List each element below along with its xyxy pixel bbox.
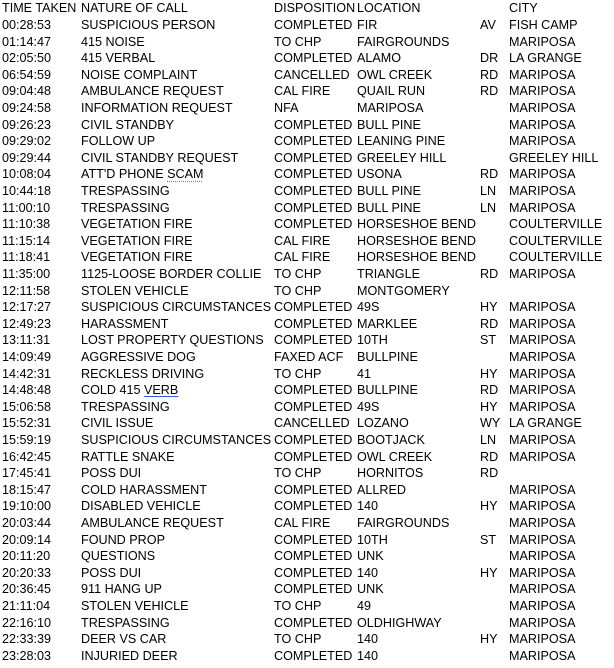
call-disposition: COMPLETED <box>274 200 353 215</box>
table-row <box>0 332 614 349</box>
table-row <box>0 166 614 183</box>
call-time: 19:10:00 <box>2 499 52 514</box>
call-time: 20:20:33 <box>2 565 52 580</box>
header-nature-of-call: NATURE OF CALL <box>81 1 188 15</box>
call-disposition: COMPLETED <box>274 134 353 149</box>
call-street-suffix: RD <box>480 449 499 464</box>
call-city: COULTERVILLE <box>509 250 603 265</box>
call-time: 23:28:03 <box>2 648 52 663</box>
call-disposition: CAL FIRE <box>274 233 331 248</box>
call-street-suffix: LN <box>480 200 497 215</box>
call-city: COULTERVILLE <box>509 233 603 248</box>
call-disposition: COMPLETED <box>274 117 353 132</box>
call-nature: DISABLED VEHICLE <box>81 499 201 514</box>
call-disposition: COMPLETED <box>274 167 353 182</box>
call-city: LA GRANGE <box>509 416 582 431</box>
call-disposition: COMPLETED <box>274 615 353 630</box>
call-nature: 911 HANG UP <box>81 582 162 597</box>
call-street-suffix: LN <box>480 433 497 447</box>
call-time: 15:52:31 <box>2 416 52 431</box>
call-city: MARIPOSA <box>509 34 576 49</box>
call-disposition: TO CHP <box>274 632 322 647</box>
call-city: FISH CAMP <box>509 18 578 32</box>
call-time: 12:17:27 <box>2 300 52 315</box>
call-nature: VEGETATION FIRE <box>81 250 193 265</box>
call-nature: CIVIL STANDBY REQUEST <box>81 150 239 165</box>
call-city: MARIPOSA <box>509 499 576 514</box>
call-location: UNK <box>357 582 384 597</box>
call-location: 49S <box>357 300 380 315</box>
call-location: ALAMO <box>357 51 402 66</box>
call-location: HORSESHOE BEND <box>357 217 476 232</box>
call-time: 11:18:41 <box>2 250 51 265</box>
call-nature: COLD HARASSMENT <box>81 482 207 497</box>
call-location: BULL PINE <box>357 117 421 132</box>
call-location: MARIPOSA <box>357 101 424 115</box>
call-location: OWL CREEK <box>357 449 433 464</box>
call-city: MARIPOSA <box>509 615 576 630</box>
call-city: MARIPOSA <box>509 333 576 348</box>
call-time: 00:28:53 <box>2 18 52 32</box>
call-city: MARIPOSA <box>509 599 576 613</box>
call-nature: POSS DUI <box>81 466 142 481</box>
call-nature: CIVIL STANDBY <box>81 117 175 132</box>
table-row <box>0 415 614 432</box>
call-city: MARIPOSA <box>509 200 576 215</box>
call-location: LOZANO <box>357 416 409 431</box>
table-row <box>0 100 614 117</box>
call-disposition: COMPLETED <box>274 184 353 198</box>
call-time: 11:10:38 <box>2 217 51 232</box>
call-nature: POSS DUI <box>81 565 142 580</box>
call-street-suffix: HY <box>480 399 498 414</box>
call-city: MARIPOSA <box>509 84 576 99</box>
call-location: OLDHIGHWAY <box>357 615 442 630</box>
call-city: MARIPOSA <box>509 582 576 597</box>
call-location: BULL PINE <box>357 200 421 215</box>
call-street-suffix: WY <box>480 416 501 431</box>
call-disposition: COMPLETED <box>274 316 353 331</box>
call-location: UNK <box>357 549 384 564</box>
call-city: MARIPOSA <box>509 648 576 663</box>
call-time: 09:26:23 <box>2 117 52 132</box>
table-row <box>0 50 614 67</box>
header-disposition: DISPOSITION <box>274 1 356 15</box>
call-disposition: COMPLETED <box>274 399 353 414</box>
call-location: FAIRGROUNDS <box>357 516 450 530</box>
call-disposition: CAL FIRE <box>274 516 331 530</box>
table-row <box>0 316 614 333</box>
call-disposition: COMPLETED <box>274 217 353 232</box>
call-city: MARIPOSA <box>509 433 576 447</box>
table-row <box>0 598 614 615</box>
call-disposition: COMPLETED <box>274 150 353 165</box>
call-time: 14:09:49 <box>2 350 52 364</box>
call-disposition: TO CHP <box>274 34 322 49</box>
call-disposition: CANCELLED <box>274 67 350 82</box>
call-nature: AMBULANCE REQUEST <box>81 84 224 99</box>
call-nature: HARASSMENT <box>81 316 169 331</box>
call-time: 21:11:04 <box>2 599 51 613</box>
call-time: 20:11:20 <box>2 549 51 564</box>
call-location: 10TH <box>357 532 388 547</box>
call-nature: DEER VS CAR <box>81 632 167 647</box>
call-time: 11:00:10 <box>2 200 51 215</box>
call-city: COULTERVILLE <box>509 217 603 232</box>
call-nature: COLD 415 VERB <box>81 383 179 398</box>
call-city: MARIPOSA <box>509 117 576 132</box>
table-row <box>0 117 614 134</box>
call-nature: STOLEN VEHICLE <box>81 283 189 298</box>
call-disposition: COMPLETED <box>274 300 353 315</box>
call-disposition: TO CHP <box>274 599 322 613</box>
call-disposition: NFA <box>274 101 299 115</box>
call-street-suffix: ST <box>480 532 497 547</box>
call-disposition: COMPLETED <box>274 532 353 547</box>
call-disposition: CANCELLED <box>274 416 350 431</box>
call-street-suffix: ST <box>480 333 497 348</box>
call-city: MARIPOSA <box>509 532 576 547</box>
call-time: 15:59:19 <box>2 433 52 447</box>
call-location: BULL PINE <box>357 184 421 198</box>
call-time: 15:06:58 <box>2 399 52 414</box>
call-location: USONA <box>357 167 402 182</box>
call-city: MARIPOSA <box>509 516 576 530</box>
call-time: 11:15:14 <box>2 233 51 248</box>
call-disposition: COMPLETED <box>274 449 353 464</box>
call-nature: TRESPASSING <box>81 399 170 414</box>
table-row <box>0 34 614 51</box>
call-nature: STOLEN VEHICLE <box>81 599 189 613</box>
table-row <box>0 498 614 515</box>
call-street-suffix: RD <box>480 466 499 481</box>
call-nature: FOUND PROP <box>81 532 165 547</box>
call-time: 09:04:48 <box>2 84 52 99</box>
call-disposition: COMPLETED <box>274 383 353 398</box>
call-city: MARIPOSA <box>509 67 576 82</box>
call-location: 49 <box>357 599 372 613</box>
call-city: MARIPOSA <box>509 482 576 497</box>
call-time: 01:14:47 <box>2 34 52 49</box>
call-location: 10TH <box>357 333 388 348</box>
call-nature: ATT'D PHONE SCAM <box>81 167 204 182</box>
call-time: 09:29:02 <box>2 134 52 149</box>
call-nature: TRESPASSING <box>81 184 170 198</box>
call-disposition: COMPLETED <box>274 51 353 66</box>
call-location: 140 <box>357 499 379 514</box>
call-disposition: TO CHP <box>274 267 322 281</box>
proofing-underline: VERB <box>144 383 179 398</box>
table-row <box>0 266 614 283</box>
table-row <box>0 233 614 250</box>
call-nature: VEGETATION FIRE <box>81 217 193 232</box>
table-row <box>0 548 614 565</box>
call-disposition: COMPLETED <box>274 333 353 348</box>
call-street-suffix: HY <box>480 366 498 381</box>
call-nature: SUSPICIOUS PERSON <box>81 18 216 32</box>
call-street-suffix: RD <box>480 167 499 182</box>
call-city: MARIPOSA <box>509 549 576 564</box>
call-location: 140 <box>357 632 379 647</box>
call-time: 10:44:18 <box>2 184 52 198</box>
call-time: 06:54:59 <box>2 67 52 82</box>
call-street-suffix: HY <box>480 632 498 647</box>
call-disposition: COMPLETED <box>274 499 353 514</box>
call-street-suffix: HY <box>480 565 498 580</box>
call-location: QUAIL RUN <box>357 84 426 99</box>
table-row <box>0 465 614 482</box>
call-time: 09:24:58 <box>2 101 52 115</box>
header-row <box>0 0 614 17</box>
table-row <box>0 366 614 383</box>
call-time: 13:11:31 <box>2 333 51 348</box>
call-nature: TRESPASSING <box>81 200 170 215</box>
call-nature: 415 VERBAL <box>81 51 156 66</box>
table-row <box>0 216 614 233</box>
call-time: 22:33:39 <box>2 632 52 647</box>
call-street-suffix: HY <box>480 300 498 315</box>
table-row <box>0 349 614 366</box>
call-nature: RECKLESS DRIVING <box>81 366 205 381</box>
call-street-suffix: HY <box>480 499 498 514</box>
call-nature: INFORMATION REQUEST <box>81 101 233 115</box>
call-location: 41 <box>357 366 372 381</box>
call-city: MARIPOSA <box>509 565 576 580</box>
call-disposition: FAXED ACF <box>274 350 344 364</box>
table-row <box>0 631 614 648</box>
call-city: MARIPOSA <box>509 399 576 414</box>
call-city: MARIPOSA <box>509 383 576 398</box>
table-row <box>0 150 614 167</box>
call-time: 12:49:23 <box>2 316 52 331</box>
call-city: MARIPOSA <box>509 101 576 115</box>
call-disposition: CAL FIRE <box>274 84 331 99</box>
call-nature: AGGRESSIVE DOG <box>81 350 196 364</box>
table-row <box>0 581 614 598</box>
call-time: 20:36:45 <box>2 582 52 597</box>
call-time: 02:05:50 <box>2 51 52 66</box>
call-location: ALLRED <box>357 482 406 497</box>
call-nature: FOLLOW UP <box>81 134 156 149</box>
call-nature: 1125-LOOSE BORDER COLLIE <box>81 267 262 281</box>
call-disposition: COMPLETED <box>274 482 353 497</box>
call-time: 11:35:00 <box>2 267 51 281</box>
call-location: GREELEY HILL <box>357 150 447 165</box>
table-row <box>0 183 614 200</box>
table-row <box>0 399 614 416</box>
proofing-underline: SCAM <box>167 167 204 182</box>
call-nature: TRESPASSING <box>81 615 170 630</box>
table-row <box>0 67 614 84</box>
call-location: TRIANGLE <box>357 267 420 281</box>
table-row <box>0 249 614 266</box>
call-street-suffix: DR <box>480 51 499 66</box>
call-location: HORNITOS <box>357 466 424 481</box>
call-location: 140 <box>357 648 379 663</box>
header-city: CITY <box>509 1 538 15</box>
call-location: MONTGOMERY <box>357 283 450 298</box>
call-city: MARIPOSA <box>509 167 576 182</box>
call-disposition: COMPLETED <box>274 433 353 447</box>
call-street-suffix: RD <box>480 316 499 331</box>
call-location: FAIRGROUNDS <box>357 34 450 49</box>
call-location: HORSESHOE BEND <box>357 250 476 265</box>
call-nature: RATTLE SNAKE <box>81 449 175 464</box>
call-city: MARIPOSA <box>509 632 576 647</box>
table-row <box>0 382 614 399</box>
call-time: 14:42:31 <box>2 366 52 381</box>
table-row <box>0 133 614 150</box>
table-row <box>0 83 614 100</box>
call-city: MARIPOSA <box>509 350 576 364</box>
call-street-suffix: RD <box>480 84 499 99</box>
call-city: MARIPOSA <box>509 300 576 315</box>
call-location: BOOTJACK <box>357 433 425 447</box>
call-location: BULLPINE <box>357 350 418 364</box>
call-nature: VEGETATION FIRE <box>81 233 193 248</box>
call-disposition: COMPLETED <box>274 18 353 32</box>
call-nature: SUSPICIOUS CIRCUMSTANCES <box>81 433 272 447</box>
call-time: 22:16:10 <box>2 615 52 630</box>
call-nature: SUSPICIOUS CIRCUMSTANCES <box>81 300 272 315</box>
call-street-suffix: RD <box>480 383 499 398</box>
table-row <box>0 615 614 632</box>
call-location: 140 <box>357 565 379 580</box>
table-row <box>0 200 614 217</box>
call-location: BULLPINE <box>357 383 418 398</box>
call-time: 18:15:47 <box>2 482 52 497</box>
table-row <box>0 532 614 549</box>
call-nature: LOST PROPERTY QUESTIONS <box>81 333 264 348</box>
call-location: HORSESHOE BEND <box>357 233 476 248</box>
call-location: OWL CREEK <box>357 67 433 82</box>
call-time: 14:48:48 <box>2 383 52 398</box>
call-city: MARIPOSA <box>509 449 576 464</box>
call-time: 12:11:58 <box>2 283 51 298</box>
table-row <box>0 432 614 449</box>
call-location: LEANING PINE <box>357 134 446 149</box>
call-city: MARIPOSA <box>509 366 576 381</box>
table-row <box>0 565 614 582</box>
call-time: 16:42:45 <box>2 449 52 464</box>
call-disposition: COMPLETED <box>274 582 353 597</box>
call-city: MARIPOSA <box>509 267 576 281</box>
call-city: LA GRANGE <box>509 51 582 66</box>
call-disposition: TO CHP <box>274 366 322 381</box>
call-street-suffix: RD <box>480 67 499 82</box>
call-time: 20:09:14 <box>2 532 52 547</box>
call-time: 10:08:04 <box>2 167 52 182</box>
call-nature: CIVIL ISSUE <box>81 416 154 431</box>
call-location: 49S <box>357 399 380 414</box>
table-row <box>0 283 614 300</box>
call-nature: AMBULANCE REQUEST <box>81 516 224 530</box>
call-nature: NOISE COMPLAINT <box>81 67 198 82</box>
call-time: 09:29:44 <box>2 150 52 165</box>
call-street-suffix: AV <box>480 18 496 32</box>
table-row <box>0 299 614 316</box>
call-location: FIR <box>357 18 378 32</box>
table-row <box>0 17 614 34</box>
call-location: MARKLEE <box>357 316 418 331</box>
table-row <box>0 648 614 665</box>
call-disposition: COMPLETED <box>274 549 353 564</box>
call-nature: 415 NOISE <box>81 34 145 49</box>
call-disposition: TO CHP <box>274 283 322 298</box>
table-row <box>0 449 614 466</box>
call-time: 17:45:41 <box>2 466 52 481</box>
call-city: GREELEY HILL <box>509 150 599 165</box>
call-disposition: CAL FIRE <box>274 250 331 265</box>
call-street-suffix: RD <box>480 267 499 281</box>
call-nature: QUESTIONS <box>81 549 156 564</box>
call-disposition: COMPLETED <box>274 565 353 580</box>
call-time: 20:03:44 <box>2 516 52 530</box>
call-disposition: TO CHP <box>274 466 322 481</box>
call-city: MARIPOSA <box>509 184 576 198</box>
call-city: MARIPOSA <box>509 316 576 331</box>
table-row <box>0 482 614 499</box>
table-row <box>0 515 614 532</box>
call-nature: INJURIED DEER <box>81 648 178 663</box>
call-city: MARIPOSA <box>509 134 576 149</box>
header-location: LOCATION <box>357 1 421 15</box>
call-street-suffix: LN <box>480 184 497 198</box>
header-time-taken: TIME TAKEN <box>2 1 77 15</box>
call-disposition: COMPLETED <box>274 648 353 663</box>
